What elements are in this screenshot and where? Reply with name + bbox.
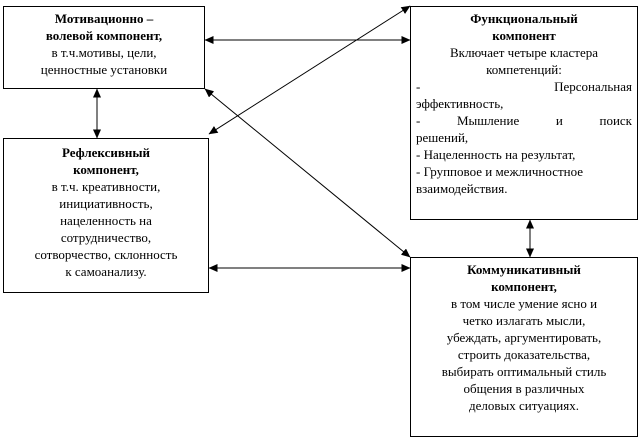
communicative-title-line-1: Коммуникативный <box>467 262 581 277</box>
functional-title-line-1: Функциональный <box>470 11 578 26</box>
motivational-title-line-1: Мотивационно – <box>54 11 154 26</box>
functional-title-line-2: компонент <box>492 28 556 43</box>
functional-item-line-3: - Мышление и поиск <box>416 113 632 128</box>
reflexive-text-line-6: к самоанализу. <box>65 264 147 279</box>
communicative-component-box <box>410 257 638 437</box>
communicative-title-line-2: компонент, <box>491 279 557 294</box>
communicative-text-line-7: деловых ситуациях. <box>469 398 579 413</box>
functional-item-line-4: решений, <box>416 130 469 145</box>
communicative-text-line-6: общения в различных <box>463 381 585 396</box>
motivational-title-line-2: волевой компонент, <box>45 28 163 43</box>
communicative-text-line-5: выбирать оптимальный стиль <box>441 364 607 379</box>
functional-item-line-5: - Нацеленность на результат, <box>416 147 576 162</box>
motivational-text-line-1: в т.ч.мотивы, цели, <box>51 45 157 60</box>
functional-intro-line-2: компетенций: <box>486 62 562 77</box>
functional-item-line-1: - Персональная <box>416 79 632 94</box>
arrow-motivational-communicative <box>205 89 410 257</box>
communicative-text-line-4: строить доказательства, <box>457 347 591 362</box>
motivational-component-box <box>3 6 205 89</box>
communicative-text-line-1: в том числе умение ясно и <box>450 296 598 311</box>
functional-intro-line-1: Включает четыре кластера <box>449 45 598 60</box>
reflexive-text-line-1: в т.ч. креативности, <box>51 179 161 194</box>
reflexive-text-line-4: сотрудничество, <box>60 230 152 245</box>
reflexive-text-line-5: сотворчество, склонность <box>34 247 178 262</box>
arrow-reflexive-functional <box>209 6 410 134</box>
reflexive-title-line-2: компонент, <box>73 162 139 177</box>
motivational-text-line-2: ценностные установки <box>40 62 168 77</box>
functional-item-line-6: - Групповое и межличностное <box>416 164 584 179</box>
communicative-text-line-2: четко излагать мысли, <box>462 313 586 328</box>
functional-item-line-2: эффективность, <box>416 96 504 111</box>
communicative-text-line-3: убеждать, аргументировать, <box>446 330 602 345</box>
functional-component-box <box>410 6 638 220</box>
reflexive-text-line-2: инициативность, <box>59 196 153 211</box>
reflexive-text-line-3: нацеленность на <box>60 213 152 228</box>
functional-item-line-7: взаимодействия. <box>416 181 508 196</box>
reflexive-component-box <box>3 138 209 293</box>
reflexive-title-line-1: Рефлексивный <box>61 145 150 160</box>
